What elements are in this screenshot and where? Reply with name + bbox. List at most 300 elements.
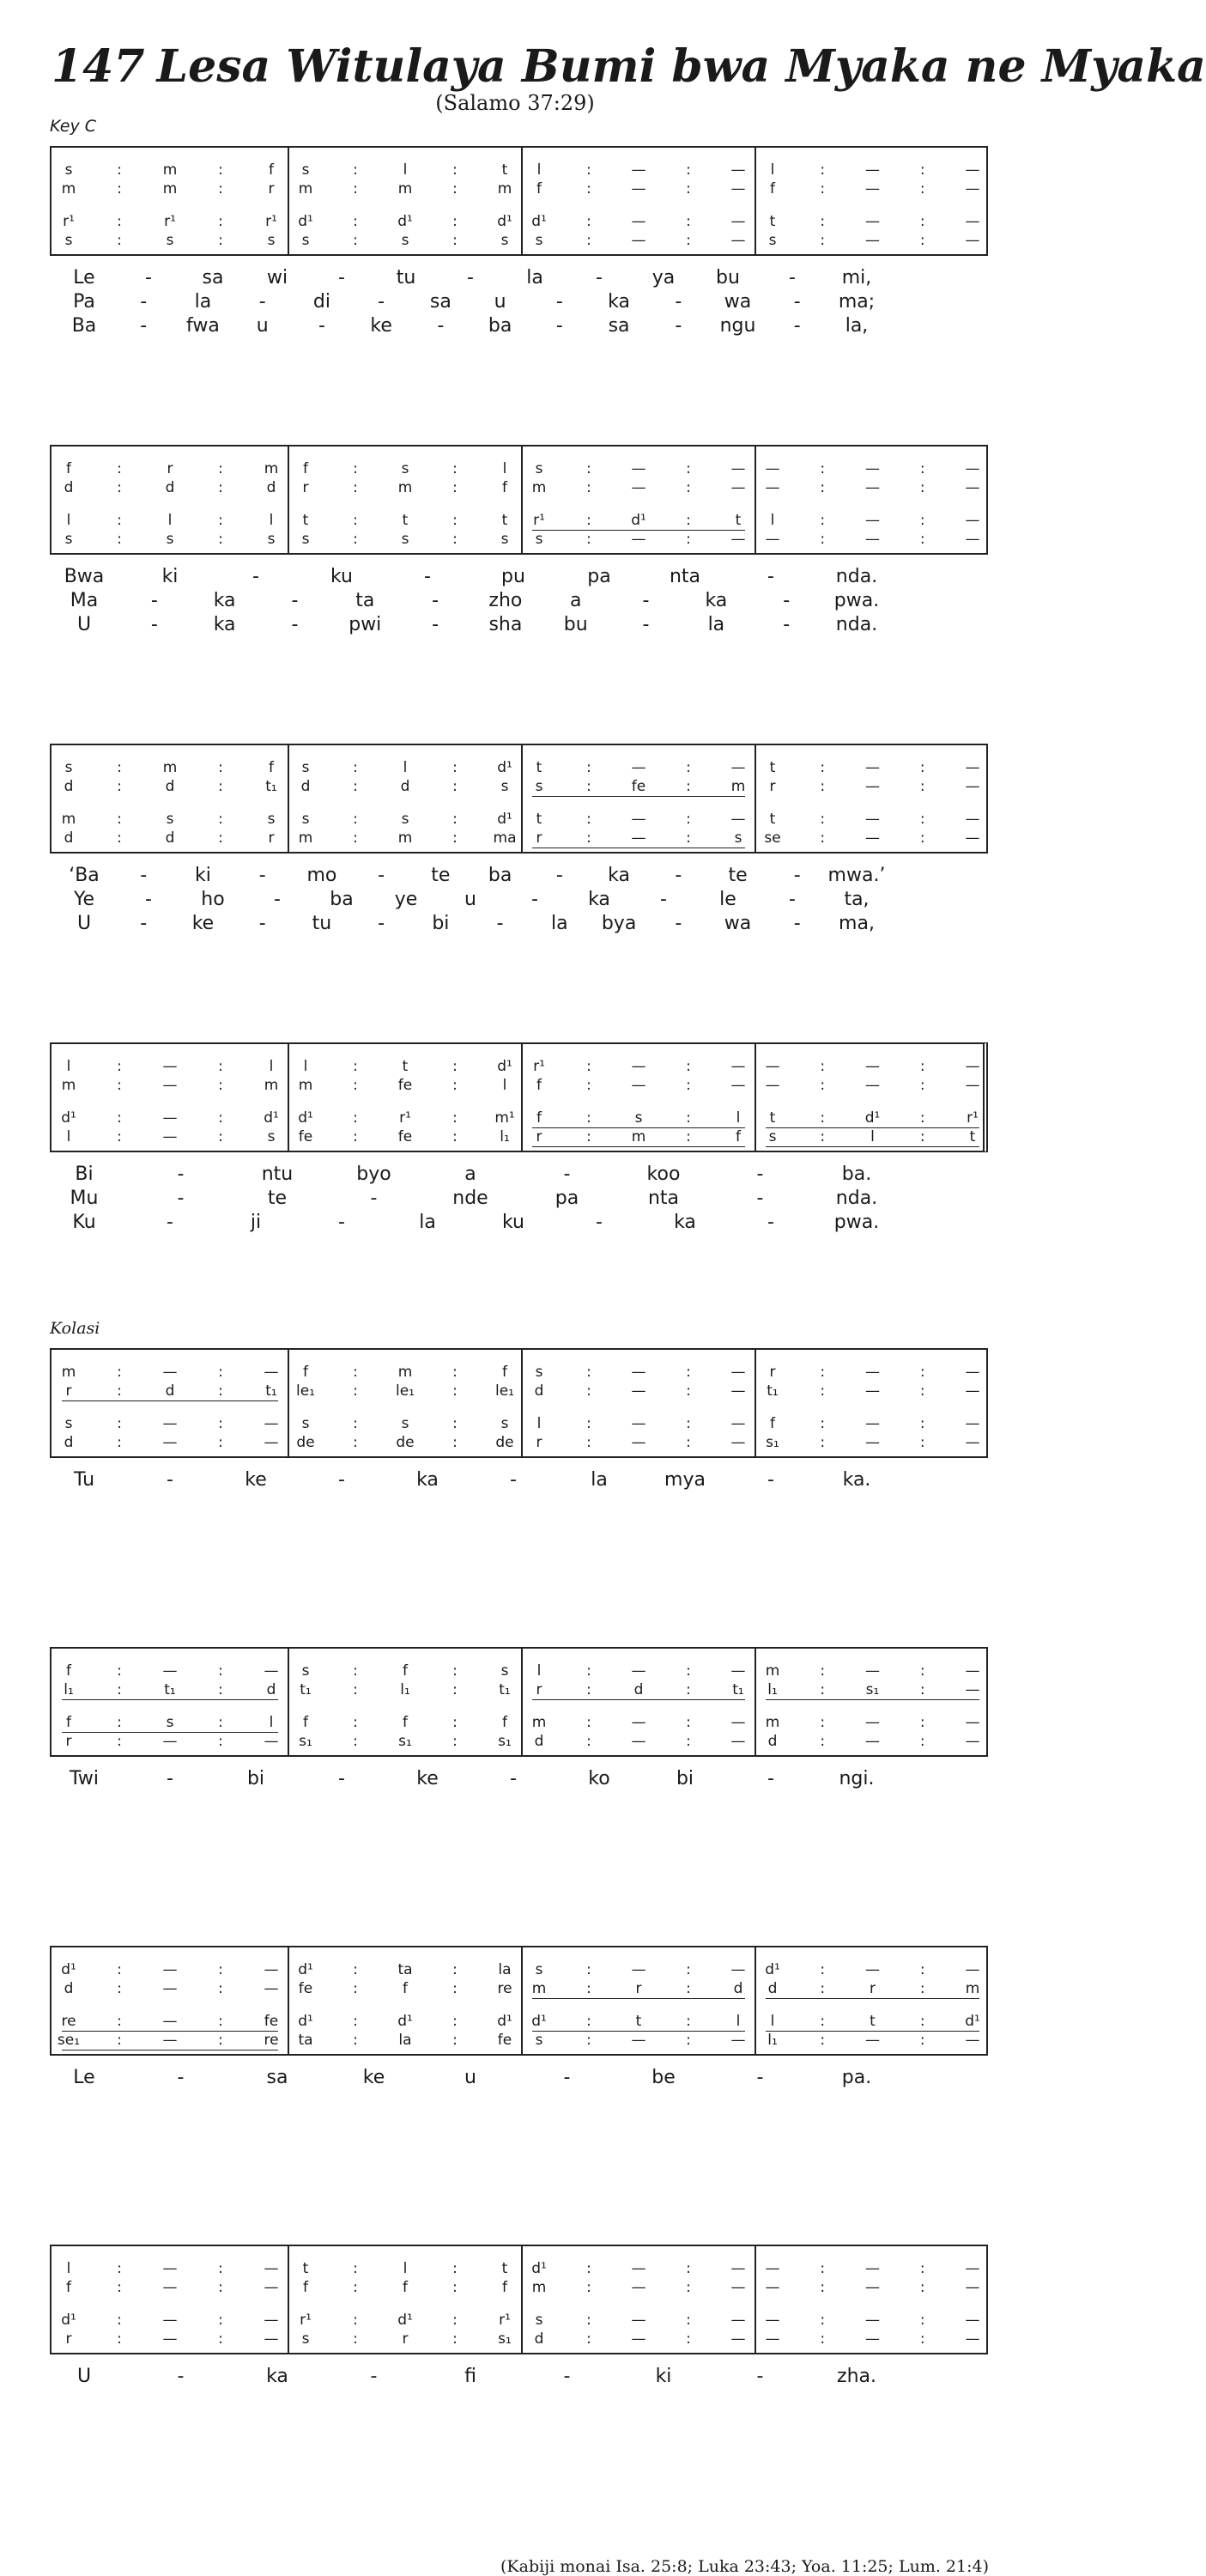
solfa-note: — bbox=[264, 1364, 279, 1381]
lyric-syllable: pwa. bbox=[833, 590, 880, 611]
lyric-syllable: ta bbox=[355, 590, 375, 611]
solfa-note: m bbox=[765, 1662, 780, 1680]
solfa-note: s bbox=[166, 811, 174, 828]
lyric-syllable: U bbox=[76, 913, 92, 934]
solfa-note: de bbox=[296, 1434, 315, 1451]
solfa-note: — bbox=[631, 759, 646, 776]
lyric-syllable: ke bbox=[362, 2067, 385, 2088]
beat-separator: : bbox=[117, 1364, 122, 1381]
solfa-note: d bbox=[400, 778, 410, 795]
solfa-note: — bbox=[965, 531, 980, 548]
syllable-hyphen: - bbox=[756, 2366, 764, 2387]
beat-separator: : bbox=[218, 2260, 223, 2277]
solfa-note: — bbox=[965, 1681, 980, 1698]
bar-line bbox=[288, 447, 289, 553]
beat-separator: : bbox=[919, 2032, 925, 2049]
solfa-note: — bbox=[965, 2312, 980, 2329]
solfa-note: — bbox=[631, 1733, 646, 1750]
solfa-note: t bbox=[402, 1058, 409, 1075]
lyric-syllable: ho bbox=[201, 889, 225, 910]
solfa-note: — bbox=[865, 1662, 880, 1680]
solfa-note: s bbox=[301, 161, 310, 179]
lyric-syllable: la bbox=[419, 1212, 436, 1233]
solfa-note: t bbox=[870, 2013, 876, 2030]
solfa-note: t₁ bbox=[265, 1382, 277, 1400]
lyric-syllable: zho bbox=[488, 590, 523, 611]
solfa-note: r bbox=[65, 1733, 72, 1750]
beat-separator: : bbox=[117, 1961, 122, 1978]
solfa-note: m bbox=[965, 1980, 980, 1997]
beat-separator: : bbox=[686, 1364, 691, 1381]
beat-separator: : bbox=[353, 161, 358, 179]
beat-separator: : bbox=[686, 829, 691, 847]
beat-separator: : bbox=[117, 829, 122, 847]
solfa-note: m bbox=[162, 180, 178, 197]
beat-separator: : bbox=[218, 1382, 223, 1400]
beat-separator: : bbox=[452, 1058, 458, 1075]
solfa-note: d bbox=[165, 778, 175, 795]
solfa-note: m bbox=[531, 1714, 547, 1731]
beat-separator: : bbox=[218, 1733, 223, 1750]
beat-separator: : bbox=[452, 460, 458, 477]
lyric-syllable: tu bbox=[396, 267, 416, 289]
beat-separator: : bbox=[117, 1681, 122, 1698]
beat-separator: : bbox=[117, 2279, 122, 2296]
beat-separator: : bbox=[919, 512, 925, 529]
syllable-hyphen: - bbox=[767, 1212, 774, 1233]
solfa-note: — bbox=[965, 1382, 980, 1400]
syllable-hyphen: - bbox=[378, 291, 385, 313]
solfa-note: — bbox=[865, 2260, 880, 2277]
beat-separator: : bbox=[353, 2260, 358, 2277]
solfa-note: r bbox=[65, 2330, 72, 2348]
solfa-note: f bbox=[303, 460, 308, 477]
bar-line bbox=[521, 447, 523, 553]
solfa-note: fe bbox=[298, 1128, 313, 1145]
beat-separator: : bbox=[218, 1714, 223, 1731]
beat-separator: : bbox=[117, 1662, 122, 1680]
solfa-note: m bbox=[631, 1128, 646, 1145]
beat-separator: : bbox=[452, 1109, 458, 1127]
beat-separator: : bbox=[586, 1714, 591, 1731]
solfa-note: — bbox=[730, 1714, 746, 1731]
beat-separator: : bbox=[919, 759, 925, 776]
solfa-note: — bbox=[162, 2032, 178, 2049]
solfa-note: s bbox=[634, 1109, 643, 1127]
beat-separator: : bbox=[586, 479, 591, 496]
solfa-note: — bbox=[965, 2260, 980, 2277]
solfa-note: s bbox=[734, 829, 742, 847]
syllable-hyphen: - bbox=[789, 889, 796, 910]
bar-line bbox=[755, 745, 756, 852]
staff-system bbox=[50, 2245, 988, 2354]
beat-separator: : bbox=[353, 2312, 358, 2329]
solfa-note: d¹ bbox=[765, 1961, 780, 1978]
solfa-note: — bbox=[965, 759, 980, 776]
syllable-hyphen: - bbox=[756, 2067, 764, 2088]
staff-system bbox=[50, 1647, 988, 1757]
solfa-note: s bbox=[166, 1714, 174, 1731]
lyric-syllable: ka bbox=[608, 291, 630, 313]
solfa-note: t₁ bbox=[499, 1681, 511, 1698]
lyric-syllable: di bbox=[312, 291, 330, 313]
solfa-note: — bbox=[730, 811, 746, 828]
solfa-note: m bbox=[497, 180, 512, 197]
solfa-note: r bbox=[402, 2330, 409, 2348]
footer-references: (Kabiji monai Isa. 25:8; Luka 23:43; Yoa. 11:25; Lum. 21:4) bbox=[500, 2557, 989, 2576]
solfa-note: f bbox=[66, 460, 71, 477]
lyric-syllable: pa bbox=[587, 566, 611, 587]
syllable-hyphen: - bbox=[596, 267, 603, 289]
syllable-hyphen: - bbox=[432, 614, 439, 635]
beat-separator: : bbox=[452, 1434, 458, 1451]
solfa-note: — bbox=[730, 759, 746, 776]
syllable-hyphen: - bbox=[437, 315, 445, 337]
solfa-note: m bbox=[162, 759, 178, 776]
syllable-hyphen: - bbox=[793, 291, 801, 313]
solfa-note: — bbox=[765, 1058, 780, 1075]
solfa-note: l bbox=[269, 1714, 274, 1731]
solfa-note: m bbox=[397, 829, 413, 847]
lyric-syllable: ka bbox=[213, 590, 236, 611]
slur-underline bbox=[62, 1400, 278, 1401]
solfa-note: — bbox=[264, 1434, 279, 1451]
beat-separator: : bbox=[820, 2279, 826, 2296]
beat-separator: : bbox=[919, 460, 925, 477]
solfa-note: fe bbox=[631, 778, 646, 795]
slur-underline bbox=[532, 796, 745, 797]
solfa-note: la bbox=[498, 1961, 512, 1978]
solfa-note: ta bbox=[397, 1961, 413, 1978]
solfa-note: f bbox=[770, 180, 775, 197]
solfa-note: s bbox=[401, 531, 409, 548]
solfa-note: t₁ bbox=[265, 778, 277, 795]
beat-separator: : bbox=[919, 778, 925, 795]
solfa-note: r bbox=[167, 460, 173, 477]
beat-separator: : bbox=[820, 1434, 826, 1451]
beat-separator: : bbox=[452, 479, 458, 496]
solfa-note: f bbox=[502, 479, 507, 496]
syllable-hyphen: - bbox=[177, 1163, 185, 1185]
beat-separator: : bbox=[919, 1364, 925, 1381]
lyric-syllable: sa bbox=[429, 291, 451, 313]
slur-underline bbox=[532, 1699, 745, 1700]
solfa-note: r¹ bbox=[300, 2312, 312, 2329]
lyric-syllable: U bbox=[76, 614, 92, 635]
solfa-note: — bbox=[631, 1662, 646, 1680]
beat-separator: : bbox=[686, 2032, 691, 2049]
solfa-note: d bbox=[534, 2330, 544, 2348]
solfa-note: s bbox=[535, 778, 543, 795]
solfa-note: — bbox=[865, 213, 880, 230]
solfa-note: — bbox=[162, 2312, 178, 2329]
solfa-note: — bbox=[631, 531, 646, 548]
solfa-note: s bbox=[267, 1128, 276, 1145]
syllable-hyphen: - bbox=[177, 2067, 185, 2088]
solfa-note: — bbox=[965, 1077, 980, 1094]
solfa-note: l bbox=[870, 1128, 875, 1145]
beat-separator: : bbox=[218, 512, 223, 529]
hymn-number: 147 bbox=[52, 40, 145, 93]
beat-separator: : bbox=[820, 829, 826, 847]
beat-separator: : bbox=[353, 232, 358, 249]
solfa-note: — bbox=[730, 161, 746, 179]
syllable-hyphen: - bbox=[756, 1163, 764, 1185]
beat-separator: : bbox=[919, 1058, 925, 1075]
beat-separator: : bbox=[820, 512, 826, 529]
solfa-note: — bbox=[631, 1077, 646, 1094]
beat-separator: : bbox=[452, 1364, 458, 1381]
beat-separator: : bbox=[820, 2260, 826, 2277]
beat-separator: : bbox=[919, 1077, 925, 1094]
beat-separator: : bbox=[452, 232, 458, 249]
beat-separator: : bbox=[117, 811, 122, 828]
solfa-note: l bbox=[269, 512, 274, 529]
solfa-note: — bbox=[865, 2330, 880, 2348]
beat-separator: : bbox=[686, 213, 691, 230]
beat-separator: : bbox=[586, 778, 591, 795]
beat-separator: : bbox=[919, 161, 925, 179]
beat-separator: : bbox=[686, 811, 691, 828]
chorus-label: Kolasi bbox=[50, 1319, 100, 1338]
beat-separator: : bbox=[218, 1077, 223, 1094]
beat-separator: : bbox=[686, 1733, 691, 1750]
lyric-syllable: u bbox=[464, 889, 476, 910]
solfa-note: d bbox=[633, 1681, 644, 1698]
staff-system bbox=[50, 146, 988, 256]
beat-separator: : bbox=[218, 829, 223, 847]
solfa-note: la bbox=[398, 2032, 412, 2049]
beat-separator: : bbox=[586, 232, 591, 249]
lyric-syllable: te bbox=[431, 865, 451, 886]
solfa-note: s bbox=[768, 232, 777, 249]
solfa-note: f bbox=[502, 1714, 507, 1731]
solfa-note: s bbox=[166, 531, 174, 548]
lyric-syllable: ka bbox=[705, 590, 728, 611]
solfa-note: r bbox=[302, 479, 309, 496]
beat-separator: : bbox=[820, 213, 826, 230]
solfa-note: t bbox=[402, 512, 409, 529]
solfa-note: m bbox=[531, 1980, 547, 1997]
beat-separator: : bbox=[586, 1364, 591, 1381]
solfa-note: — bbox=[730, 1364, 746, 1381]
solfa-note: m bbox=[531, 479, 547, 496]
solfa-note: s bbox=[64, 759, 73, 776]
solfa-note: re bbox=[264, 2032, 279, 2049]
bar-line bbox=[521, 2246, 523, 2353]
beat-separator: : bbox=[218, 2330, 223, 2348]
solfa-note: — bbox=[865, 1364, 880, 1381]
beat-separator: : bbox=[353, 2330, 358, 2348]
solfa-note: d¹ bbox=[61, 1109, 76, 1127]
beat-separator: : bbox=[218, 2312, 223, 2329]
solfa-note: — bbox=[162, 1662, 178, 1680]
solfa-note: t₁ bbox=[164, 1681, 176, 1698]
solfa-note: t bbox=[302, 2260, 309, 2277]
beat-separator: : bbox=[820, 1382, 826, 1400]
beat-separator: : bbox=[117, 1109, 122, 1127]
beat-separator: : bbox=[586, 1662, 591, 1680]
hymn-title: Lesa Witulaya Bumi bwa Myaka ne Myaka bbox=[156, 40, 1206, 93]
beat-separator: : bbox=[117, 2032, 122, 2049]
solfa-note: s₁ bbox=[865, 1681, 880, 1698]
solfa-note: — bbox=[965, 1733, 980, 1750]
syllable-hyphen: - bbox=[783, 614, 791, 635]
beat-separator: : bbox=[686, 2260, 691, 2277]
solfa-note: l bbox=[66, 1058, 71, 1075]
syllable-hyphen: - bbox=[258, 291, 266, 313]
beat-separator: : bbox=[820, 1980, 826, 1997]
beat-separator: : bbox=[586, 1077, 591, 1094]
beat-separator: : bbox=[218, 1681, 223, 1698]
solfa-note: s bbox=[64, 161, 73, 179]
solfa-note: r¹ bbox=[265, 213, 277, 230]
solfa-note: — bbox=[965, 1662, 980, 1680]
solfa-note: t bbox=[536, 759, 542, 776]
lyric-syllable: ka bbox=[213, 614, 236, 635]
syllable-hyphen: - bbox=[150, 614, 158, 635]
beat-separator: : bbox=[686, 1109, 691, 1127]
hymn-title-line bbox=[52, 39, 1206, 94]
solfa-note: — bbox=[162, 2013, 178, 2030]
beat-separator: : bbox=[686, 2013, 691, 2030]
solfa-note: — bbox=[965, 512, 980, 529]
solfa-note: s bbox=[301, 1662, 310, 1680]
lyric-syllable: bu bbox=[716, 267, 740, 289]
beat-separator: : bbox=[117, 180, 122, 197]
solfa-note: — bbox=[631, 1415, 646, 1432]
solfa-note: — bbox=[865, 811, 880, 828]
syllable-hyphen: - bbox=[274, 889, 281, 910]
solfa-note: — bbox=[965, 180, 980, 197]
beat-separator: : bbox=[452, 1662, 458, 1680]
solfa-note: — bbox=[730, 531, 746, 548]
beat-separator: : bbox=[353, 1058, 358, 1075]
beat-separator: : bbox=[117, 531, 122, 548]
syllable-hyphen: - bbox=[675, 315, 682, 337]
solfa-note: f bbox=[66, 1714, 71, 1731]
lyric-syllable: bi bbox=[676, 1768, 694, 1789]
solfa-note: d bbox=[64, 829, 74, 847]
beat-separator: : bbox=[919, 2013, 925, 2030]
solfa-note: s bbox=[64, 1415, 73, 1432]
solfa-note: s₁ bbox=[498, 1733, 512, 1750]
bar-line bbox=[288, 148, 289, 254]
solfa-note: — bbox=[730, 2032, 746, 2049]
beat-separator: : bbox=[353, 1681, 358, 1698]
solfa-note: s bbox=[401, 232, 409, 249]
solfa-note: l bbox=[536, 161, 542, 179]
beat-separator: : bbox=[686, 531, 691, 548]
beat-separator: : bbox=[353, 180, 358, 197]
solfa-note: — bbox=[264, 1733, 279, 1750]
beat-separator: : bbox=[919, 2279, 925, 2296]
beat-separator: : bbox=[353, 1382, 358, 1400]
solfa-note: — bbox=[162, 2260, 178, 2277]
solfa-note: — bbox=[631, 2330, 646, 2348]
staff-system bbox=[50, 1348, 988, 1458]
lyric-syllable: ka. bbox=[842, 1469, 871, 1491]
solfa-note: — bbox=[162, 1961, 178, 1978]
staff-system bbox=[50, 1042, 988, 1152]
syllable-hyphen: - bbox=[378, 865, 385, 886]
beat-separator: : bbox=[820, 1714, 826, 1731]
lyric-syllable: ke bbox=[370, 315, 392, 337]
solfa-note: — bbox=[730, 213, 746, 230]
solfa-note: s bbox=[500, 531, 509, 548]
beat-separator: : bbox=[586, 811, 591, 828]
solfa-note: m bbox=[61, 180, 76, 197]
lyric-syllable: u bbox=[464, 2067, 476, 2088]
solfa-note: — bbox=[631, 1382, 646, 1400]
beat-separator: : bbox=[218, 232, 223, 249]
solfa-note: — bbox=[965, 460, 980, 477]
beat-separator: : bbox=[452, 213, 458, 230]
solfa-note: — bbox=[865, 1058, 880, 1075]
lyric-syllable: ba bbox=[488, 315, 512, 337]
lyric-syllable: ta, bbox=[844, 889, 870, 910]
solfa-note: — bbox=[730, 2330, 746, 2348]
solfa-note: f bbox=[269, 759, 274, 776]
solfa-note: — bbox=[264, 1961, 279, 1978]
solfa-note: — bbox=[865, 2032, 880, 2049]
lyric-syllable: Pa bbox=[73, 291, 95, 313]
solfa-note: r bbox=[268, 829, 275, 847]
beat-separator: : bbox=[919, 531, 925, 548]
beat-separator: : bbox=[218, 759, 223, 776]
bar-line bbox=[521, 745, 523, 852]
solfa-note: — bbox=[865, 1733, 880, 1750]
lyric-syllable: ngu bbox=[719, 315, 756, 337]
lyric-syllable: fwa bbox=[186, 315, 220, 337]
beat-separator: : bbox=[586, 1058, 591, 1075]
solfa-note: d bbox=[64, 778, 74, 795]
beat-separator: : bbox=[117, 232, 122, 249]
beat-separator: : bbox=[218, 1961, 223, 1978]
bar-line bbox=[521, 1947, 523, 2054]
solfa-note: — bbox=[865, 479, 880, 496]
lyric-syllable: ntu bbox=[261, 1163, 294, 1185]
solfa-note: f bbox=[66, 1662, 71, 1680]
solfa-note: l bbox=[536, 1662, 542, 1680]
syllable-hyphen: - bbox=[258, 913, 266, 934]
lyric-syllable: Tu bbox=[73, 1469, 95, 1491]
solfa-note: r bbox=[769, 1364, 776, 1381]
lyric-syllable: bya bbox=[601, 913, 637, 934]
beat-separator: : bbox=[586, 460, 591, 477]
solfa-note: — bbox=[865, 1415, 880, 1432]
solfa-note: s bbox=[768, 1128, 777, 1145]
syllable-hyphen: - bbox=[291, 590, 299, 611]
solfa-note: m bbox=[61, 1364, 76, 1381]
lyric-syllable: ya bbox=[651, 267, 676, 289]
lyric-syllable: sa bbox=[608, 315, 630, 337]
solfa-note: d bbox=[534, 1733, 544, 1750]
lyric-syllable: a bbox=[464, 1163, 476, 1185]
bar-line bbox=[755, 1649, 756, 1755]
beat-separator: : bbox=[353, 2013, 358, 2030]
syllable-hyphen: - bbox=[338, 267, 345, 289]
solfa-note: — bbox=[264, 2330, 279, 2348]
solfa-note: d bbox=[64, 1434, 74, 1451]
beat-separator: : bbox=[586, 2279, 591, 2296]
solfa-note: — bbox=[965, 232, 980, 249]
lyric-syllable: sa bbox=[202, 267, 224, 289]
syllable-hyphen: - bbox=[252, 566, 259, 587]
solfa-note: le₁ bbox=[296, 1382, 315, 1400]
beat-separator: : bbox=[452, 1382, 458, 1400]
solfa-note: m bbox=[730, 778, 746, 795]
